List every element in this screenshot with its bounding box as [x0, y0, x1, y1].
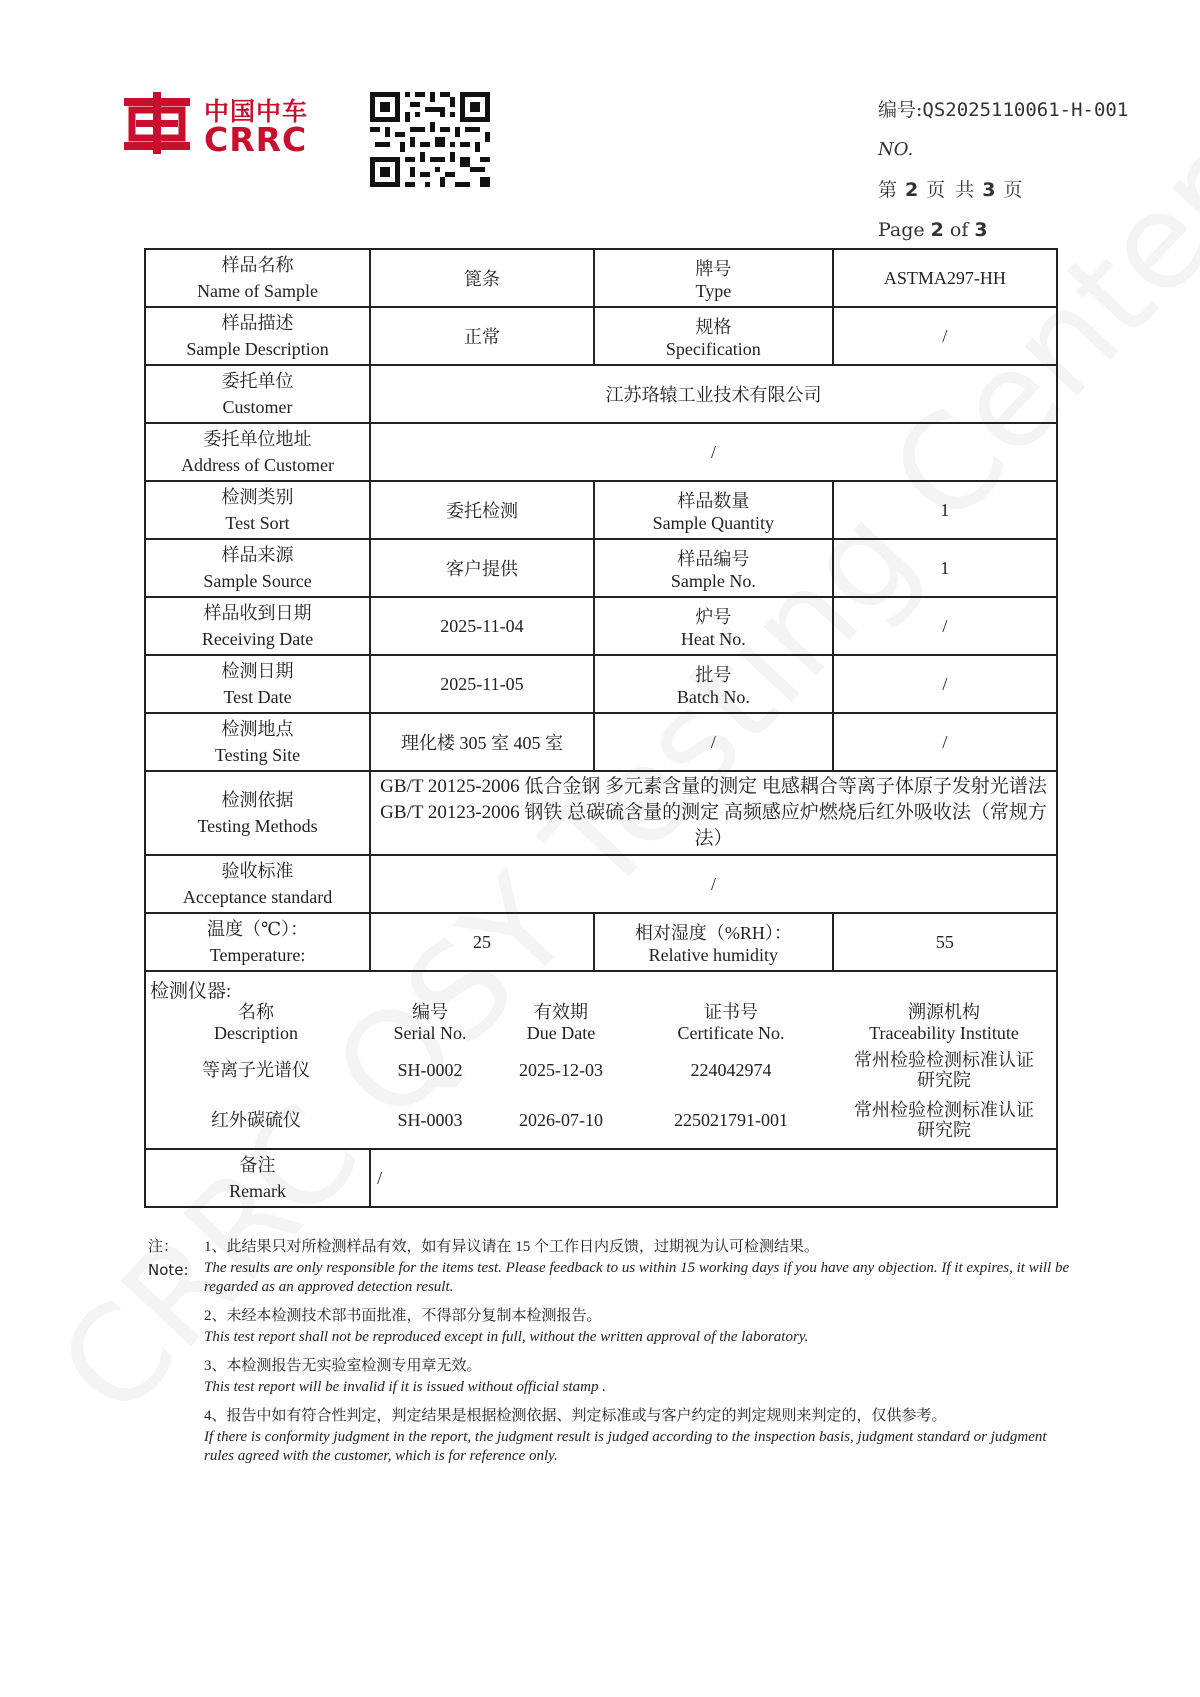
table-row — [145, 365, 1057, 423]
label-cn: 相对湿度（%RH）： — [634, 922, 792, 943]
report-meta — [878, 96, 1178, 256]
instrument-header — [646, 1002, 816, 1044]
instrument-institute — [834, 1050, 1054, 1090]
receiving-date-label — [145, 597, 370, 655]
label-cn: 样品名称 — [221, 255, 294, 275]
label-cn: 检测类别 — [221, 487, 294, 507]
report-header — [0, 0, 1200, 250]
page-cn-mid: 页 共 — [926, 179, 977, 201]
label-en: Sample Quantity — [652, 512, 775, 533]
table-row — [145, 971, 1057, 1149]
note-cn: 3、本检测报告无实验室检测专用章无效。 — [204, 1358, 482, 1374]
label-en: Temperature: — [209, 945, 306, 965]
header-cn: 编号 — [412, 1002, 448, 1022]
instrument-serial: SH-0002 — [397, 1060, 463, 1080]
label-en: Test Sort — [225, 513, 290, 533]
sample-no-label — [594, 539, 833, 597]
page-en-prefix: Page — [878, 219, 925, 241]
label-en: Sample Description — [186, 339, 329, 359]
source-value: 客户提供 — [370, 539, 594, 597]
note-cn: 2、未经本检测技术部书面批准，不得部分复制本检测报告。 — [204, 1308, 602, 1324]
address-value: / — [370, 423, 1057, 481]
table-row — [145, 1149, 1057, 1207]
label-en: Receiving Date — [201, 629, 314, 649]
page-en-current: 2 — [930, 219, 944, 241]
instrument-header — [834, 1002, 1054, 1044]
institute-line: 研究院 — [917, 1120, 971, 1140]
test-date-value: 2025-11-05 — [370, 655, 594, 713]
humidity-label — [594, 913, 833, 971]
label-en: Customer — [222, 397, 293, 417]
page-cn-prefix: 第 — [878, 179, 900, 201]
customer-value: 江苏珞辕工业技术有限公司 — [370, 365, 1057, 423]
label-cn: 验收标准 — [221, 861, 294, 881]
label-cn: 批号 — [695, 664, 732, 685]
table-row — [145, 655, 1057, 713]
acceptance-value: / — [370, 855, 1057, 913]
specification-label — [594, 307, 833, 365]
address-label — [145, 423, 370, 481]
sample-name-label — [145, 249, 370, 307]
humidity-value: 55 — [833, 913, 1057, 971]
label-cn: 备注 — [239, 1155, 276, 1175]
page-cn-suffix: 页 — [1003, 179, 1025, 201]
institute-line: 常州检验检测标准认证 — [854, 1050, 1034, 1070]
type-value: ASTMA297-HH — [833, 249, 1057, 307]
table-row — [145, 307, 1057, 365]
logo-text-cn: 中国中车 — [204, 97, 309, 126]
test-date-label — [145, 655, 370, 713]
label-cn: 样品描述 — [221, 313, 294, 333]
label-cn: 牌号 — [695, 258, 732, 279]
heat-no-label — [594, 597, 833, 655]
label-cn: 样品编号 — [677, 548, 750, 569]
customer-label — [145, 365, 370, 423]
label-en: Heat No. — [680, 628, 746, 649]
note-en: This test report will be invalid if it is issued without official stamp . — [204, 1379, 606, 1395]
heat-no-value: / — [833, 597, 1057, 655]
batch-no-label — [594, 655, 833, 713]
label-cn: 样品数量 — [677, 490, 750, 511]
notes-label-cn: 注： — [148, 1239, 179, 1255]
logo-text-en: CRRC — [204, 120, 308, 159]
label-en: Testing Methods — [197, 816, 318, 836]
label-cn: 检测日期 — [221, 661, 294, 681]
notes-body — [204, 1236, 1074, 1474]
label-en: Acceptance standard — [182, 887, 333, 907]
specification-value: / — [833, 307, 1057, 365]
label-cn: 规格 — [695, 316, 732, 337]
site-extra-2: / — [833, 713, 1057, 771]
crrc-emblem-icon — [122, 92, 192, 154]
label-en: Remark — [229, 1181, 287, 1201]
label-en: Type — [695, 280, 732, 301]
instruments-title: 检测仪器: — [150, 981, 232, 1002]
label-en: Address of Customer — [181, 455, 335, 475]
table-row — [145, 481, 1057, 539]
header-en: Serial No. — [393, 1023, 467, 1043]
site-label — [145, 713, 370, 771]
instrument-name: 等离子光谱仪 — [202, 1060, 310, 1080]
note-cn: 1、此结果只对所检测样品有效，如有异议请在 15 个工作日内反馈，过期视为认可检测结果。 — [204, 1239, 820, 1255]
table-row — [145, 713, 1057, 771]
site-extra-1: / — [594, 713, 833, 771]
label-cn: 检测地点 — [221, 719, 294, 739]
instrument-due-date: 2025-12-03 — [519, 1060, 603, 1080]
label-cn: 样品来源 — [221, 545, 294, 565]
page-en-total: 3 — [974, 219, 988, 241]
page-en-mid: of — [949, 219, 969, 241]
label-en: Test Date — [223, 687, 292, 707]
header-en: Due Date — [526, 1023, 596, 1043]
methods-value: GB/T 20125-2006 低合金钢 多元素含量的测定 电感耦合等离子体原子发射光谱法 GB/T 20123-2006 钢铁 总碳硫含量的测定 高频感应炉燃烧后红外吸收法（常规方法） — [370, 771, 1057, 855]
label-en: Sample Source — [203, 571, 312, 591]
label-cn: 炉号 — [695, 606, 732, 627]
temperature-label — [145, 913, 370, 971]
header-cn: 证书号 — [704, 1002, 758, 1022]
temperature-value: 25 — [370, 913, 594, 971]
table-row — [145, 423, 1057, 481]
page-indicator-cn — [878, 176, 1178, 216]
notes-label-en: Note: — [148, 1261, 189, 1279]
note-en: The results are only responsible for the items test. Please feedback to us within 15 working days if you have any objection. If it expires, it will be regarded as an approved detection result. — [204, 1260, 1070, 1295]
instrument-row — [146, 1048, 1056, 1098]
label-en: Specification — [665, 338, 761, 359]
qr-code-icon — [370, 92, 490, 187]
table-row — [145, 855, 1057, 913]
instruments-header-row — [146, 1002, 1056, 1048]
instruments-grid — [146, 1002, 1056, 1148]
table-row — [145, 597, 1057, 655]
source-label — [145, 539, 370, 597]
instruments-section — [145, 971, 1057, 1149]
table-row — [145, 249, 1057, 307]
instrument-certificate: 224042974 — [690, 1060, 772, 1080]
receiving-date-value: 2025-11-04 — [370, 597, 594, 655]
remark-label — [145, 1149, 370, 1207]
instrument-name: 红外碳硫仪 — [211, 1110, 301, 1130]
table-row — [145, 539, 1057, 597]
quantity-label — [594, 481, 833, 539]
label-cn: 温度（℃）： — [206, 919, 309, 939]
instrument-institute — [834, 1100, 1054, 1140]
acceptance-label — [145, 855, 370, 913]
institute-line: 常州检验检测标准认证 — [854, 1100, 1034, 1120]
label-en: Testing Site — [214, 745, 301, 765]
table-row — [145, 913, 1057, 971]
crrc-logo — [122, 92, 322, 159]
notes-label — [148, 1236, 200, 1282]
instrument-serial: SH-0003 — [397, 1110, 463, 1130]
label-en: Batch No. — [676, 686, 750, 707]
test-sort-value: 委托检测 — [370, 481, 594, 539]
sample-info-table — [144, 248, 1058, 1208]
note-en: If there is conformity judgment in the report, the judgment result is judged according to the inspection basis, judgment standard or judgment rules agreed with the customer, which is for reference only. — [204, 1429, 1047, 1464]
note-cn: 4、报告中如有符合性判定，判定结果是根据检测依据、判定标准或与客户约定的判定规则来判定的，仅供参考。 — [204, 1408, 947, 1424]
sample-name-value: 篦条 — [370, 249, 594, 307]
description-label — [145, 307, 370, 365]
quantity-value: 1 — [833, 481, 1057, 539]
report-number-label: 编号: — [878, 99, 923, 121]
site-value: 理化楼 305 室 405 室 — [370, 713, 594, 771]
remark-value: / — [370, 1149, 1057, 1207]
report-number — [878, 96, 1178, 136]
header-en: Traceability Institute — [869, 1023, 1019, 1043]
page-cn-current: 2 — [905, 179, 921, 201]
instrument-certificate: 225021791-001 — [674, 1110, 788, 1130]
batch-no-value: / — [833, 655, 1057, 713]
instrument-header — [156, 1002, 356, 1044]
type-label — [594, 249, 833, 307]
header-en: Description — [214, 1023, 298, 1043]
label-en: Relative humidity — [648, 944, 779, 965]
header-cn: 有效期 — [534, 1002, 588, 1022]
header-cn: 溯源机构 — [908, 1002, 980, 1022]
page-cn-total: 3 — [982, 179, 998, 201]
label-cn: 委托单位地址 — [203, 429, 312, 449]
header-cn: 名称 — [238, 1002, 274, 1022]
instrument-row — [146, 1098, 1056, 1148]
institute-line: 研究院 — [917, 1070, 971, 1090]
label-cn: 委托单位 — [221, 371, 294, 391]
instrument-due-date: 2026-07-10 — [519, 1110, 603, 1130]
methods-label — [145, 771, 370, 855]
description-value: 正常 — [370, 307, 594, 365]
table-row — [145, 771, 1057, 855]
report-number-en: NO. — [878, 139, 914, 160]
report-number-value: QS2025110061-H-001 — [922, 99, 1129, 121]
sample-no-value: 1 — [833, 539, 1057, 597]
label-en: Sample No. — [670, 570, 756, 591]
test-sort-label — [145, 481, 370, 539]
header-en: Certificate No. — [677, 1023, 785, 1043]
label-cn: 样品收到日期 — [203, 603, 312, 623]
label-en: Name of Sample — [197, 281, 319, 301]
instrument-header — [370, 1002, 490, 1044]
note-en: This test report shall not be reproduced except in full, without the written approval of the laboratory. — [204, 1329, 809, 1345]
instrument-header — [496, 1002, 626, 1044]
label-cn: 检测依据 — [221, 790, 294, 810]
